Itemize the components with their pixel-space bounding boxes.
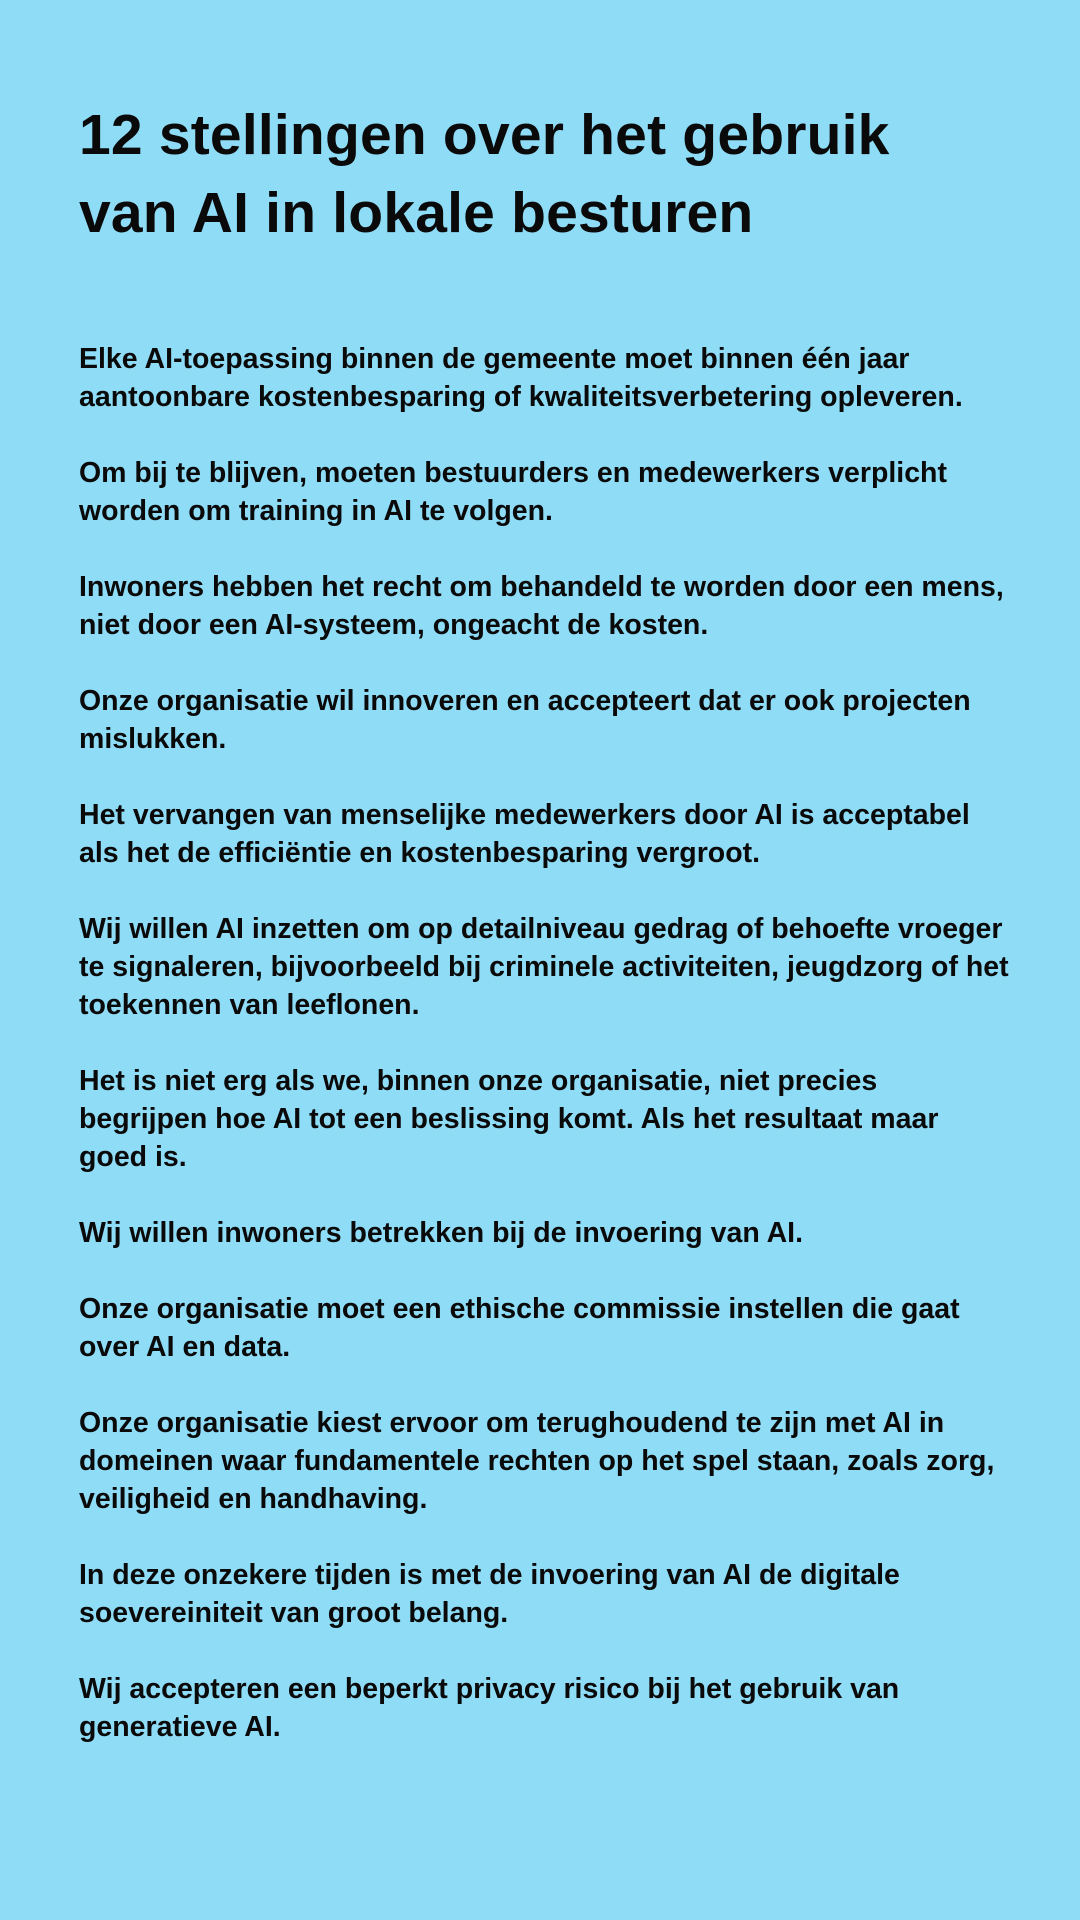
statement-3: Inwoners hebben het recht om behandeld te worden door een mens, niet door een AI-systeem, ongeacht de kosten. bbox=[79, 571, 1004, 641]
statement-12: Wij accepteren een beperkt privacy risico bij het gebruik van generatieve AI. bbox=[79, 1673, 900, 1743]
statement-8: Wij willen inwoners betrekken bij de invoering van AI. bbox=[79, 1217, 804, 1249]
statement-11: In deze onzekere tijden is met de invoering van AI de digitale soevereiniteit van groot belang. bbox=[79, 1559, 900, 1629]
statement-10: Onze organisatie kiest ervoor om terughoudend te zijn met AI in domeinen waar fundamentele rechten op het spel staan, zoals zorg, veiligheid en handhaving. bbox=[79, 1407, 995, 1515]
statement-4: Onze organisatie wil innoveren en accepteert dat er ook projecten mislukken. bbox=[79, 685, 971, 755]
statement-6: Wij willen AI inzetten om op detailniveau gedrag of behoefte vroeger te signaleren, bijvoorbeeld bij criminele activiteiten, jeugdzorg of het toekennen van leeflonen. bbox=[79, 913, 1009, 1021]
statement-5: Het vervangen van menselijke medewerkers door AI is acceptabel als het de efficiëntie en kostenbesparing vergroot. bbox=[79, 799, 970, 869]
statement-9: Onze organisatie moet een ethische commissie instellen die gaat over AI en data. bbox=[79, 1293, 960, 1363]
statement-1: Elke AI-toepassing binnen de gemeente moet binnen één jaar aantoonbare kostenbesparing of kwaliteitsverbetering opleveren. bbox=[79, 343, 963, 413]
page-title: 12 stellingen over het gebruik van AI in lokale besturen bbox=[79, 103, 890, 245]
statement-list bbox=[79, 340, 1009, 1784]
statement-7: Het is niet erg als we, binnen onze organisatie, niet precies begrijpen hoe AI tot een beslissing komt. Als het resultaat maar goed is. bbox=[79, 1065, 939, 1173]
statement-2: Om bij te blijven, moeten bestuurders en medewerkers verplicht worden om training in AI te volgen. bbox=[79, 457, 947, 527]
